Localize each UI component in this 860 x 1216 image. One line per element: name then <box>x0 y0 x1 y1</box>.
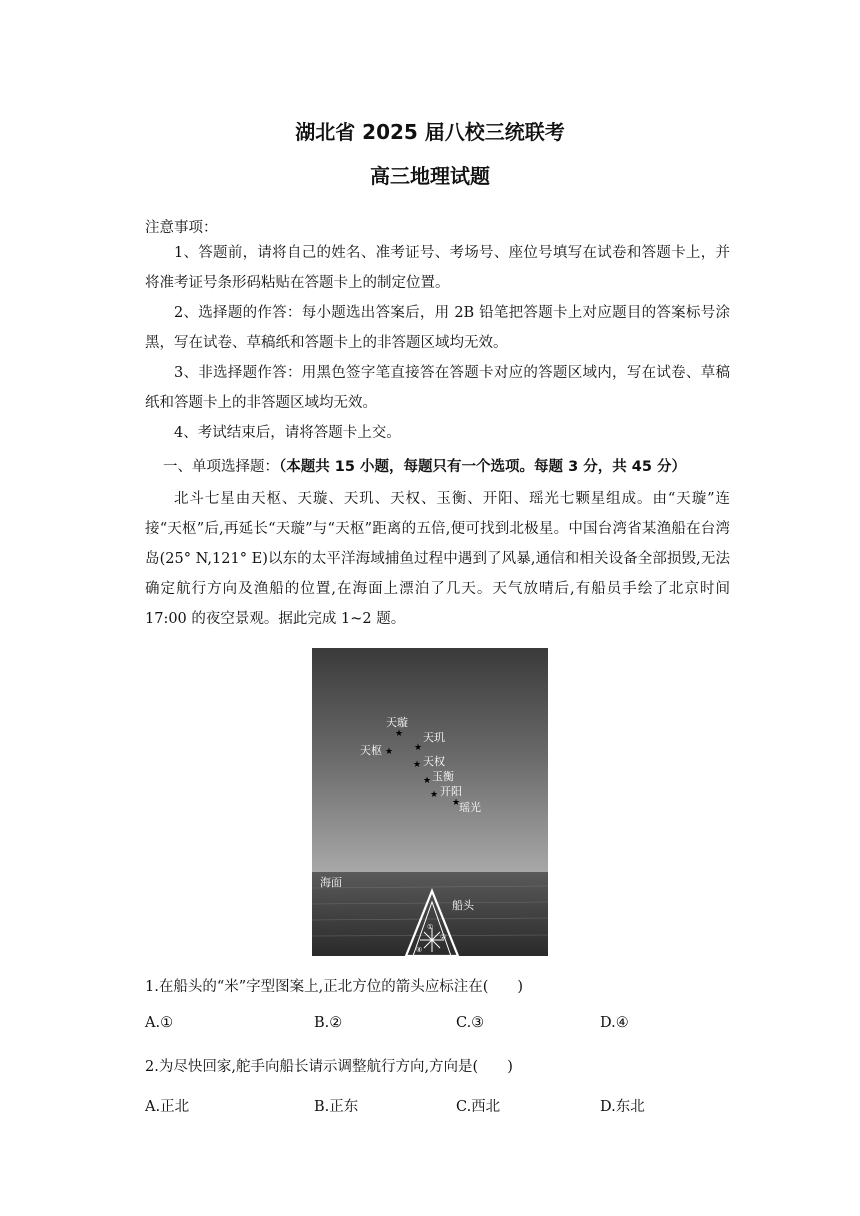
exam-title: 湖北省 2025 届八校三统联考 <box>295 120 565 144</box>
passage-text: 北斗七星由天枢、天璇、天玑、天权、玉衡、开阳、瑶光七颗星组成。由“天璇”连接“天枢”后,再延长“天璇”与“天枢”距离的五倍,便可找到北极星。中国台湾省某渔船在台湾岛(25° N,121° E)以东的太平洋海域捕鱼过程中遇到了风暴,通信和相关设备全部损毁,无法确定航行方向及渔船的位置,在海面上漂泊了几天。天气放晴后,有船员手绘了北京时间 17:00 的夜空景观。据此完成 1~2 题。 <box>145 491 730 627</box>
exam-subtitle: 高三地理试题 <box>370 164 490 188</box>
bow-label: 船头 <box>452 899 474 912</box>
night-sky-figure <box>312 648 548 956</box>
notice-heading: 注意事项： <box>145 220 218 236</box>
marker-1: ① <box>427 923 434 931</box>
section-heading <box>163 455 686 476</box>
question-2-stem: 2.为尽快回家,舵手向船长请示调整航行方向,方向是( ) <box>145 1059 513 1075</box>
notice-item-2: 2、选择题的作答：每小题选出答案后，用 2B 铅笔把答题卡上对应题目的答案标号涂黑，写在试卷、草稿纸和答题卡上的非答题区域均无效。 <box>145 305 730 351</box>
star-tianji-icon: ★ <box>414 743 423 753</box>
marker-2: ② <box>440 933 447 941</box>
notice-item-1: 1、答题前，请将自己的姓名、准考证号、考场号、座位号填写在试卷和答题卡上，并将准考证号条形码粘贴在答题卡上的制定位置。 <box>145 245 730 291</box>
question-1-option-d: D.④ <box>600 1015 629 1031</box>
question-2-option-c: C.西北 <box>456 1099 501 1115</box>
star-label-tianxuan: 天璇 <box>386 716 408 729</box>
star-yaoguang-icon: ★ <box>452 798 461 808</box>
section-detail: （本题共 15 小题，每题只有一个选项。每题 3 分，共 45 分） <box>279 459 686 475</box>
section-prefix: 一、单项选择题： <box>163 459 279 475</box>
star-label-yuheng: 玉衡 <box>432 770 454 783</box>
question-2-option-d: D.东北 <box>600 1099 645 1115</box>
star-label-kaiyang: 开阳 <box>440 785 462 798</box>
marker-4: ④ <box>416 946 423 954</box>
star-label-tianquan: 天权 <box>423 755 445 768</box>
star-label-tianshu: 天枢 <box>360 744 382 757</box>
star-label-tianji: 天玑 <box>423 731 445 744</box>
star-tianxuan-icon: ★ <box>395 729 404 739</box>
sea-label: 海面 <box>320 876 342 889</box>
star-tianshu-icon: ★ <box>385 747 394 757</box>
notice-item-4: 4、考试结束后，请将答题卡上交。 <box>174 425 401 441</box>
question-1-option-b: B.② <box>314 1015 343 1031</box>
notice-item-3: 3、非选择题作答：用黑色签字笔直接答在答题卡对应的答题区域内，写在试卷、草稿纸和答题卡上的非答题区域均无效。 <box>145 365 730 411</box>
question-1-option-a: A.① <box>145 1015 174 1031</box>
star-yuheng-icon: ★ <box>423 776 432 786</box>
sea-area <box>312 872 548 956</box>
question-2-option-b: B.正东 <box>314 1099 359 1115</box>
question-1-option-c: C.③ <box>456 1015 485 1031</box>
question-2-option-a: A.正北 <box>145 1099 190 1115</box>
star-tianquan-icon: ★ <box>413 760 422 770</box>
star-kaiyang-icon: ★ <box>430 790 439 800</box>
question-1-stem: 1.在船头的“米”字型图案上,正北方位的箭头应标注在( ) <box>145 979 524 995</box>
star-label-yaoguang: 瑶光 <box>459 801 481 814</box>
